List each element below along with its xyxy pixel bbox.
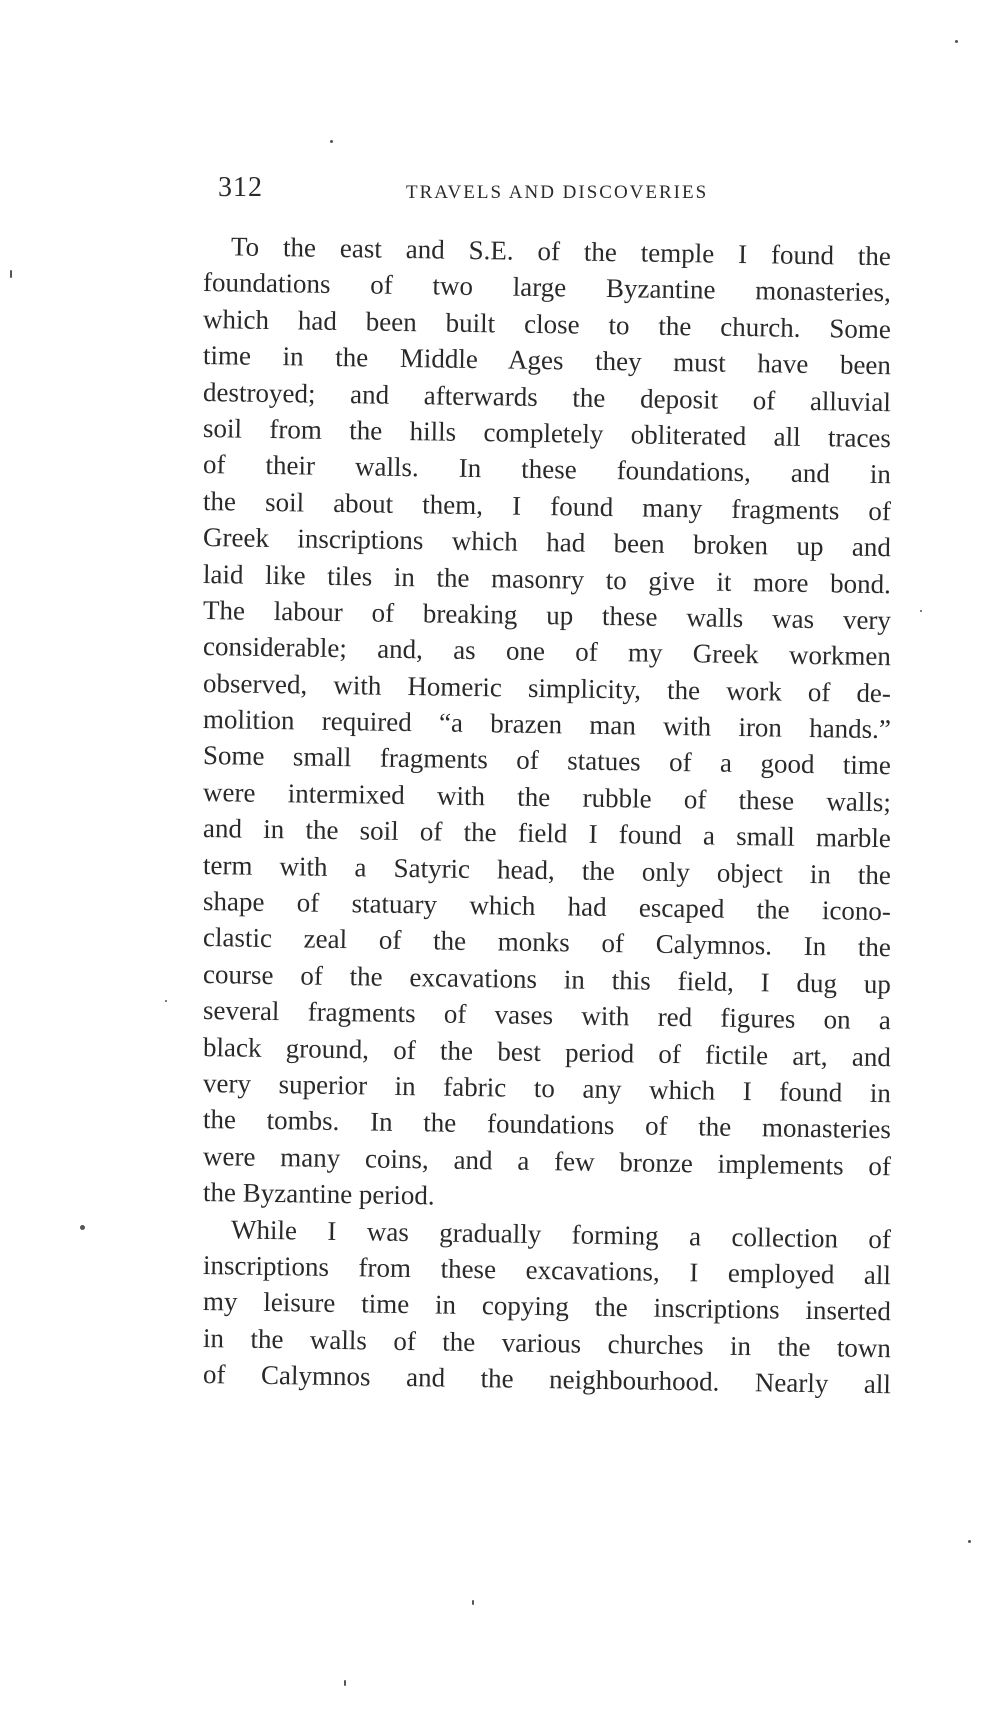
page-header (218, 172, 918, 212)
text-line: shape of statuary which had escaped the icono- (202, 886, 892, 927)
text-line: While I was gradually forming a collection of (230, 1213, 892, 1254)
text-line: considerable; and, as one of my Greek workmen (202, 631, 892, 672)
text-line: laid like tiles in the masonry to give it more bond. (202, 558, 892, 599)
text-line: foundations of two large Byzantine monasteries, (202, 267, 892, 308)
text-line: several fragments of vases with red figures on a (202, 995, 892, 1036)
text-line: the tombs. In the foundations of the monasteries (202, 1104, 892, 1145)
text-line: and in the soil of the field I found a small marble (202, 813, 892, 854)
text-line: Greek inscriptions which had been broken up and (202, 522, 892, 563)
scan-speck (330, 140, 333, 143)
text-line: of Calymnos and the neighbourhood. Nearly all (202, 1359, 892, 1400)
text-line: molition required “a brazen man with iron hands.” (202, 704, 892, 745)
body-text (202, 228, 892, 1400)
text-line: To the east and S.E. of the temple I found the (230, 231, 892, 272)
scan-speck (80, 1225, 85, 1230)
text-line: soil from the hills completely obliterated all traces (202, 412, 892, 454)
text-line: The labour of breaking up these walls was very (202, 594, 892, 636)
text-line: the Byzantine period. (202, 1177, 435, 1211)
scan-speck (920, 610, 922, 612)
running-head: TRAVELS AND DISCOVERIES (406, 182, 709, 203)
text-line: time in the Middle Ages they must have been (202, 340, 892, 381)
text-line: of their walls. In these foundations, and in (202, 449, 892, 490)
text-line: term with a Satyric head, the only object in the (202, 849, 892, 890)
scan-speck (10, 270, 12, 278)
page-number: 312 (218, 172, 263, 203)
text-line: observed, with Homeric simplicity, the work of de- (202, 667, 892, 708)
text-line: which had been built close to the church. Some (202, 303, 892, 344)
text-line: very superior in fabric to any which I found in (202, 1067, 892, 1109)
text-line: black ground, of the best period of fictile art, and (202, 1031, 892, 1072)
paragraph-1 (203, 228, 891, 1211)
text-line: were intermixed with the rubble of these walls; (202, 776, 892, 818)
text-line: the soil about them, I found many fragments of (202, 485, 892, 526)
text-line: course of the excavations in this field, I dug up (202, 958, 892, 1000)
paragraph-2 (202, 1211, 892, 1400)
text-line: my leisure time in copying the inscriptions inserted (202, 1286, 892, 1327)
text-line: inscriptions from these excavations, I employed all (202, 1249, 892, 1291)
text-line: were many coins, and a few bronze implements of (202, 1140, 892, 1181)
text-line: Some small fragments of statues of a good time (202, 740, 892, 781)
scan-speck (472, 1600, 474, 1605)
scan-speck (955, 40, 958, 43)
text-line: destroyed; and afterwards the deposit of alluvial (202, 376, 892, 417)
scan-speck (165, 1000, 167, 1002)
text-line: clastic zeal of the monks of Calymnos. In the (202, 922, 892, 963)
scan-speck (968, 1540, 971, 1543)
text-line: in the walls of the various churches in the town (202, 1322, 892, 1363)
scan-speck (344, 1680, 346, 1686)
